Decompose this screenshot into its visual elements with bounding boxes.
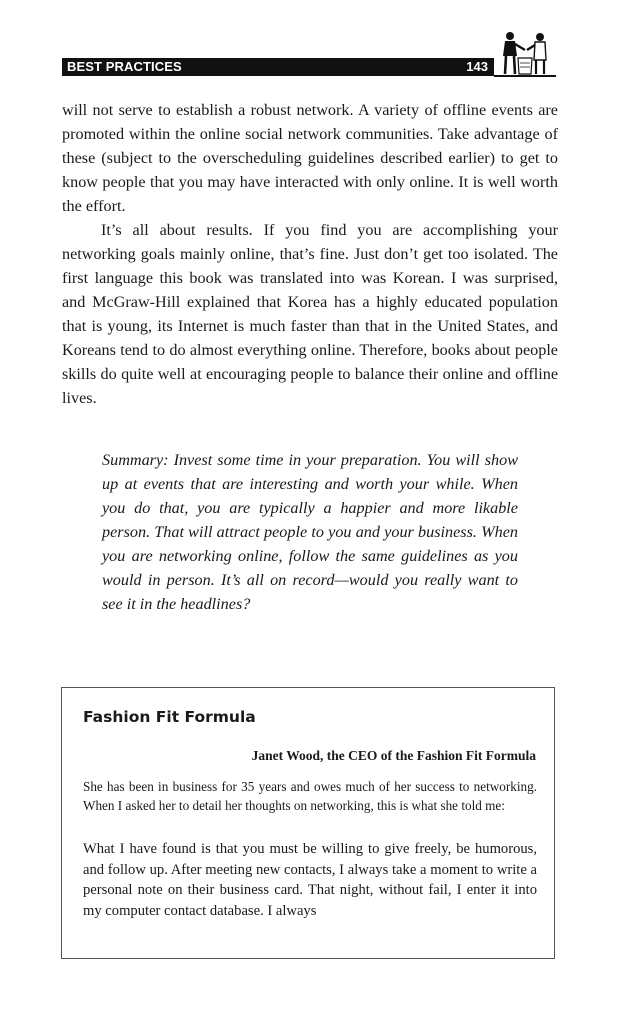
body-text xyxy=(62,98,558,410)
body-paragraph-1: will not serve to establish a robust network. A variety of offline events are promoted within the online social network communities. Take advantage of these (subject to the overscheduling guidelines described earlier) to get to know people that you may have interacted with only online. It is well worth the effort. xyxy=(62,101,558,215)
summary-paragraph: Summary: Invest some time in your preparation. You will show up at events that are interesting and worth your while. When you do that, you are typically a happier and more likable person. That will attract people to you and your business. When you are networking online, follow the same guidelines as you would in person. It’s all on record—would you really want to see it in the headlines? xyxy=(102,451,518,613)
sidebar-quote: What I have found is that you must be willing to give freely, be humorous, and follow up. After meeting new contacts, I always take a moment to write a personal note on their business card. That night, without fail, I enter it into my computer contact database. I always xyxy=(83,841,537,919)
handshake-illustration-icon xyxy=(496,30,556,76)
running-header xyxy=(62,58,494,76)
sidebar-box xyxy=(61,687,555,959)
sidebar-title: Fashion Fit Formula xyxy=(83,708,256,726)
header-section-title: BEST PRACTICES xyxy=(67,59,182,74)
body-paragraph-2: It’s all about results. If you find you are accomplishing your networking goals mainly online, that’s fine. Just don’t get too isolated. The first language this book was translated into was Korean. I was surprised, and McGraw-Hill explained that Korea has a highly educated population that is young, its Internet is much faster than that in the United States, and Koreans tend to do almost everything online. Therefore, books about people skills do quite well at encouraging people to balance their online and offline lives. xyxy=(62,221,558,407)
sidebar-byline: Janet Wood, the CEO of the Fashion Fit Formula xyxy=(251,748,536,763)
page-number: 143 xyxy=(466,59,488,74)
sidebar-intro: She has been in business for 35 years and owes much of her success to networking. When I asked her to detail her thoughts on networking, this is what she told me: xyxy=(83,779,537,813)
